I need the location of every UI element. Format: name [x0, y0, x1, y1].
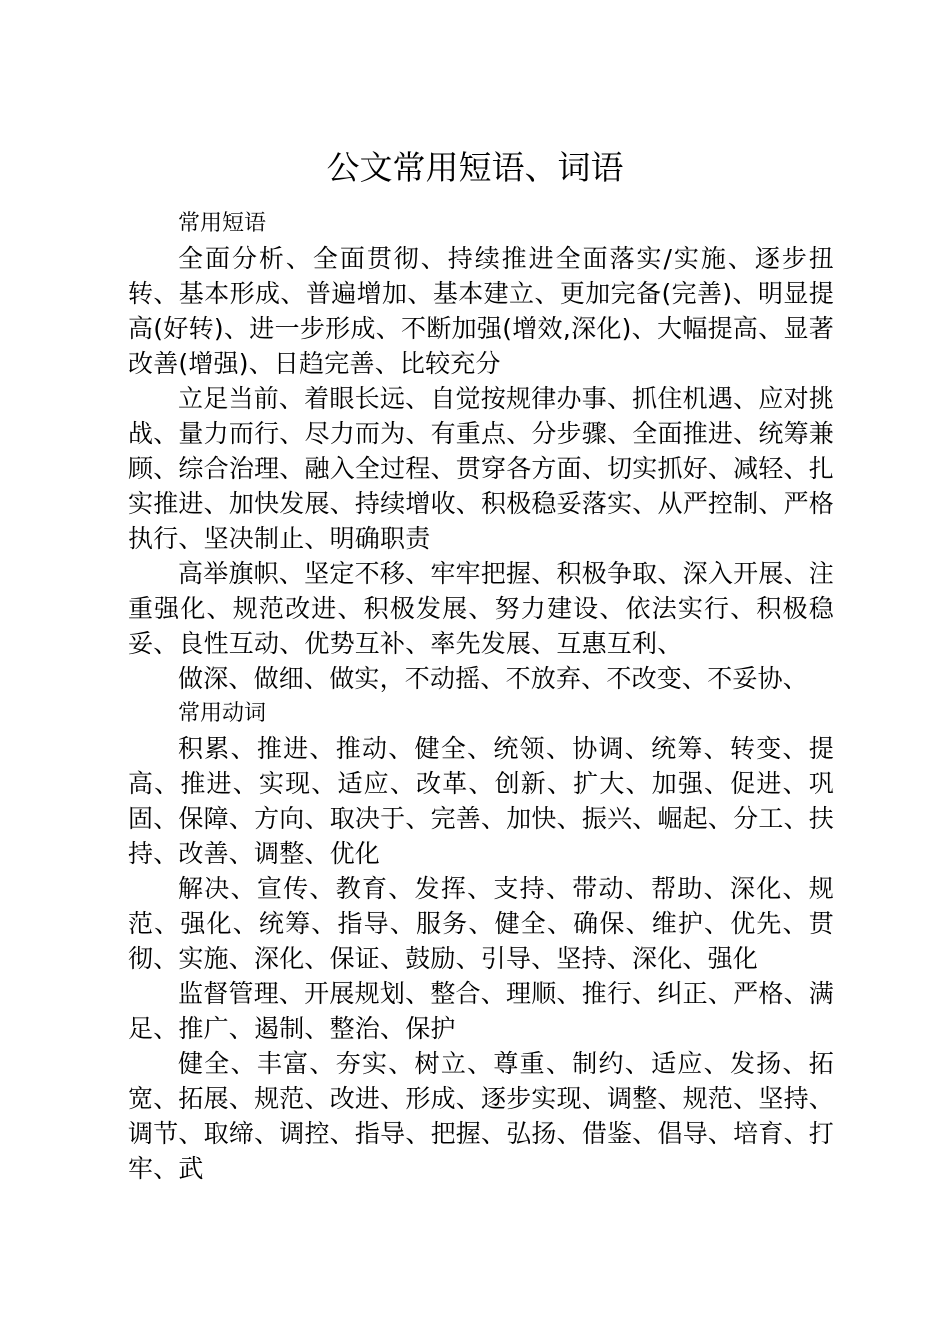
- page-title: 公文常用短语、词语: [326, 148, 624, 187]
- section-heading-verbs: 常用动词: [178, 701, 267, 726]
- paragraph: 全面分析、全面贯彻、持续推进全面落实/实施、逐步扭转、基本形成、普遍增加、基本建立、更加完备(完善)、明显提高(好转)、进一步形成、不断加强(增效,深化)、大幅提高、显著改善(增强)、日趋完善、比较充分: [128, 244, 834, 378]
- paragraph: 健全、丰富、夯实、树立、尊重、制约、适应、发扬、拓宽、拓展、规范、改进、形成、逐步实现、调整、规范、坚持、调节、取缔、调控、指导、把握、弘扬、借鉴、倡导、培育、打牢、武: [128, 1049, 834, 1183]
- paragraph: 高举旗帜、坚定不移、牢牢把握、积极争取、深入开展、注重强化、规范改进、积极发展、努力建设、依法实行、积极稳妥、良性互动、优势互补、率先发展、互惠互利、: [128, 559, 834, 658]
- section-heading-phrases: 常用短语: [178, 211, 267, 236]
- paragraph: 立足当前、着眼长远、自觉按规律办事、抓住机遇、应对挑战、量力而行、尽力而为、有重点、分步骤、全面推进、统筹兼顾、综合治理、融入全过程、贯穿各方面、切实抓好、减轻、扎实推进、加快发展、持续增收、积极稳妥落实、从严控制、严格执行、坚决制止、明确职责: [128, 384, 834, 553]
- paragraph: 做深、做细、做实，不动摇、不放弃、不改变、不妥协、: [178, 664, 809, 693]
- paragraph: 解决、宣传、教育、发挥、支持、带动、帮助、深化、规范、强化、统筹、指导、服务、健全、确保、维护、优先、贯彻、实施、深化、保证、鼓励、引导、坚持、深化、强化: [128, 874, 834, 973]
- document-body: [128, 206, 834, 1186]
- paragraph: 积累、推进、推动、健全、统领、协调、统筹、转变、提高、推进、实现、适应、改革、创新、扩大、加强、促进、巩固、保障、方向、取决于、完善、加快、振兴、崛起、分工、扶持、改善、调整、优化: [128, 734, 834, 868]
- paragraph: 监督管理、开展规划、整合、理顺、推行、纠正、严格、满足、推广、遏制、整治、保护: [128, 979, 834, 1043]
